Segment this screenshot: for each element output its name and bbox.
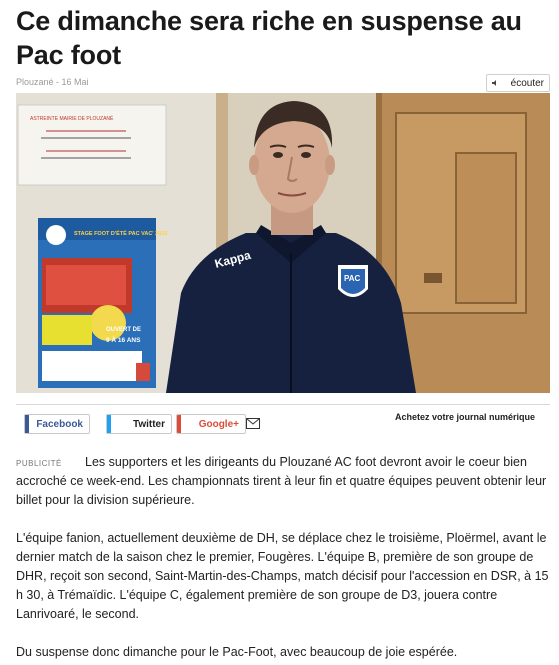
paragraph-1: Les supporters et les dirigeants du Plouzané AC foot devront avoir le coeur bien accroché ce week-end. Les championnats tirent à leur fin et quatre équipes peuvent obtenir leur billet pour la division supérieure. [16, 455, 547, 507]
paragraph-2: L'équipe fanion, actuellement deuxième de DH, se déplace chez le troisième, Ploërmel, avant le dernier match de la saison chez le premier, Fougères. L'équipe B, première de son groupe de DHR, reçoit son second, Saint-Martin-des-Champs, match décisif pour l'accession en DSR, à 15 h 30, à Trémaïdic. L'équipe C, également première de son groupe de D3, jouera contre Lanrivoaré, le second. [16, 531, 549, 621]
share-bar [16, 404, 550, 444]
facebook-share-button[interactable] [24, 414, 90, 434]
article-title: Ce dimanche sera riche en suspense au Pac foot [16, 6, 522, 70]
poster-title: STAGE FOOT D'ÉTÉ PAC VAC' 2015 [74, 231, 168, 237]
poster-age-1: OUVERT DE [106, 327, 142, 333]
jacket-badge: PAC [344, 274, 361, 283]
publicite-label: PUBLICITÉ [16, 459, 62, 468]
speaker-icon [492, 79, 500, 87]
listen-button[interactable] [486, 74, 550, 92]
email-icon[interactable] [246, 418, 260, 429]
article-body [16, 453, 552, 665]
twitter-icon [107, 415, 111, 433]
facebook-icon [25, 415, 29, 433]
buy-journal-link[interactable]: Achetez votre journal numérique [394, 412, 536, 422]
google-plus-icon [177, 415, 181, 433]
article-photo [16, 93, 550, 393]
jacket-brand: Kappa [213, 247, 253, 271]
twitter-share-button[interactable] [106, 414, 172, 434]
facebook-label: Facebook [36, 418, 83, 430]
google-label: Google+ [198, 418, 239, 430]
google-share-button[interactable] [176, 414, 246, 434]
poster-age-2: 9 À 16 ANS [106, 337, 141, 344]
listen-label: écouter [510, 77, 544, 89]
poster-header: ASTREINTE MAIRIE DE PLOUZANÉ [30, 116, 114, 122]
paragraph-3: Du suspense donc dimanche pour le Pac-Foot, avec beaucoup de joie espérée. [16, 645, 458, 659]
twitter-label: Twitter [132, 418, 165, 430]
dateline: Plouzané - 16 Mai [16, 77, 89, 87]
article-meta [16, 74, 550, 92]
